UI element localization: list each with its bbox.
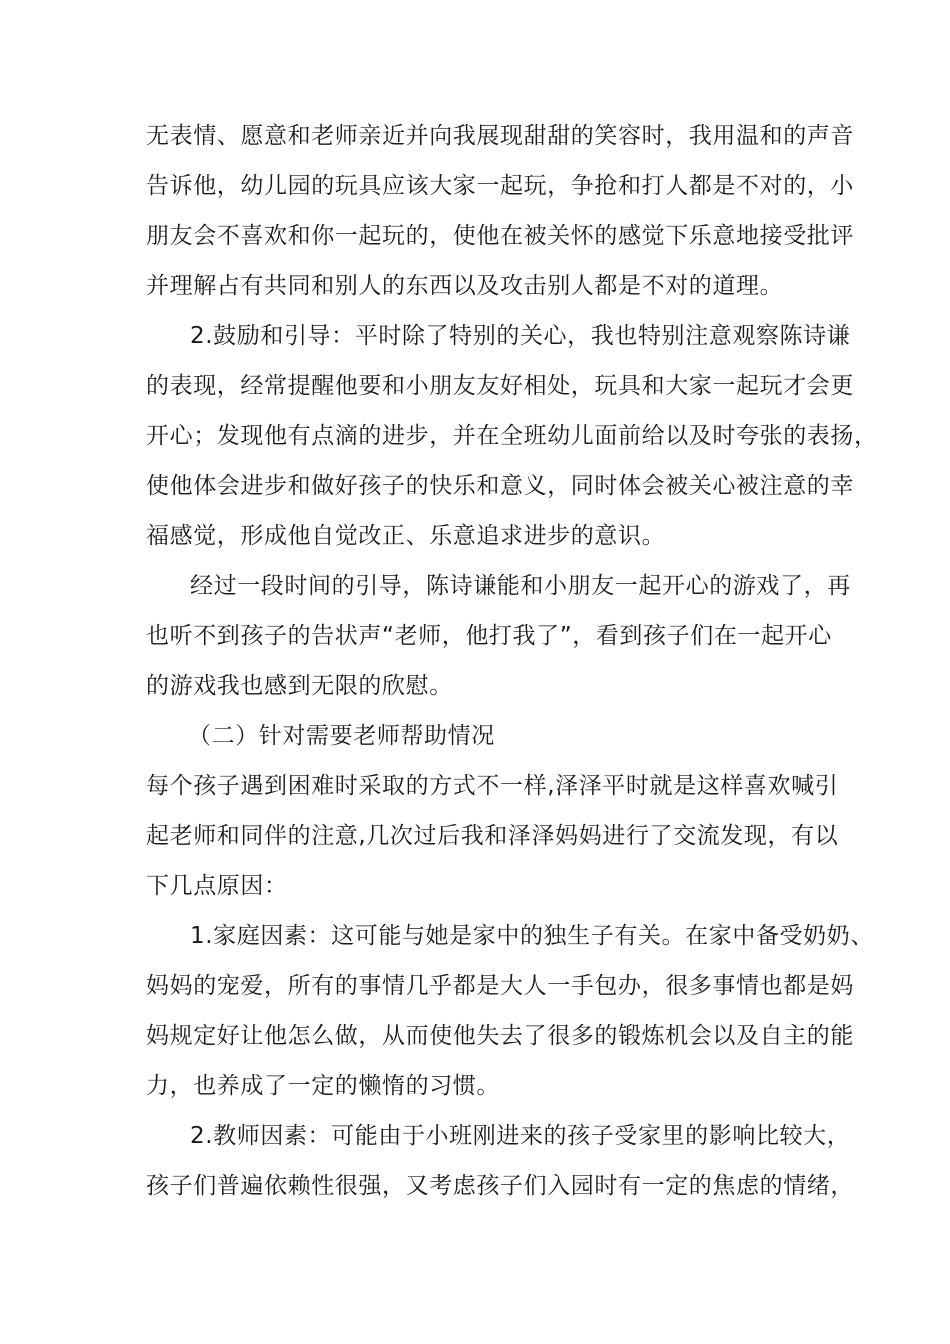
paragraph-line: 告诉他，幼儿园的玩具应该大家一起玩，争抢和打人都是不对的，小 (146, 173, 854, 199)
paragraph-line: 下几点原因： (146, 873, 288, 899)
paragraph-line: 的表现，经常提醒他要和小朋友友好相处，玩具和大家一起玩才会更 (146, 373, 854, 399)
paragraph-line: 经过一段时间的引导，陈诗谦能和小朋友一起开心的游戏了，再 (190, 573, 851, 599)
paragraph-line: 也听不到孩子的告状声“老师，他打我了”，看到孩子们在一起开心 (146, 623, 832, 649)
paragraph-line: 无表情、愿意和老师亲近并向我展现甜甜的笑容时，我用温和的声音 (146, 123, 854, 149)
paragraph-line: 并理解占有共同和别人的东西以及攻击别人都是不对的道理。 (146, 273, 784, 299)
paragraph-line: 孩子们普遍依赖性很强，又考虑孩子们入园时有一定的焦虑的情绪， (146, 1173, 854, 1199)
paragraph-line: 每个孩子遇到困难时采取的方式不一样,泽泽平时就是这样喜欢喊引 (146, 773, 839, 799)
paragraph-line: 福感觉，形成他自觉改正、乐意追求进步的意识。 (146, 523, 666, 549)
paragraph-line: 朋友会不喜欢和你一起玩的，使他在被关怀的感觉下乐意地接受批评 (146, 223, 854, 249)
paragraph-line: 使他体会进步和做好孩子的快乐和意义，同时体会被关心被注意的幸 (146, 473, 854, 499)
paragraph-line: 妈妈的宠爱，所有的事情几乎都是大人一手包办，很多事情也都是妈 (146, 973, 854, 999)
paragraph-line: 妈规定好让他怎么做，从而使他失去了很多的锻炼机会以及自主的能 (146, 1023, 854, 1049)
section-heading: （二）针对需要老师帮助情况 (188, 723, 495, 749)
paragraph-line: 的游戏我也感到无限的欣慰。 (146, 673, 453, 699)
paragraph-line: 开心；发现他有点滴的进步，并在全班幼儿面前给以及时夸张的表扬， (146, 423, 878, 449)
paragraph-line: 起老师和同伴的注意,几次过后我和泽泽妈妈进行了交流发现，有以 (146, 823, 839, 849)
paragraph-line: 1.家庭因素：这可能与她是家中的独生子有关。在家中备受奶奶、 (190, 923, 874, 949)
paragraph-line: 2.教师因素：可能由于小班刚进来的孩子受家里的影响比较大， (190, 1123, 851, 1149)
paragraph-line: 力，也养成了一定的懒惰的习惯。 (146, 1073, 500, 1099)
paragraph-line: 2.鼓励和引导：平时除了特别的关心，我也特别注意观察陈诗谦 (190, 323, 851, 349)
